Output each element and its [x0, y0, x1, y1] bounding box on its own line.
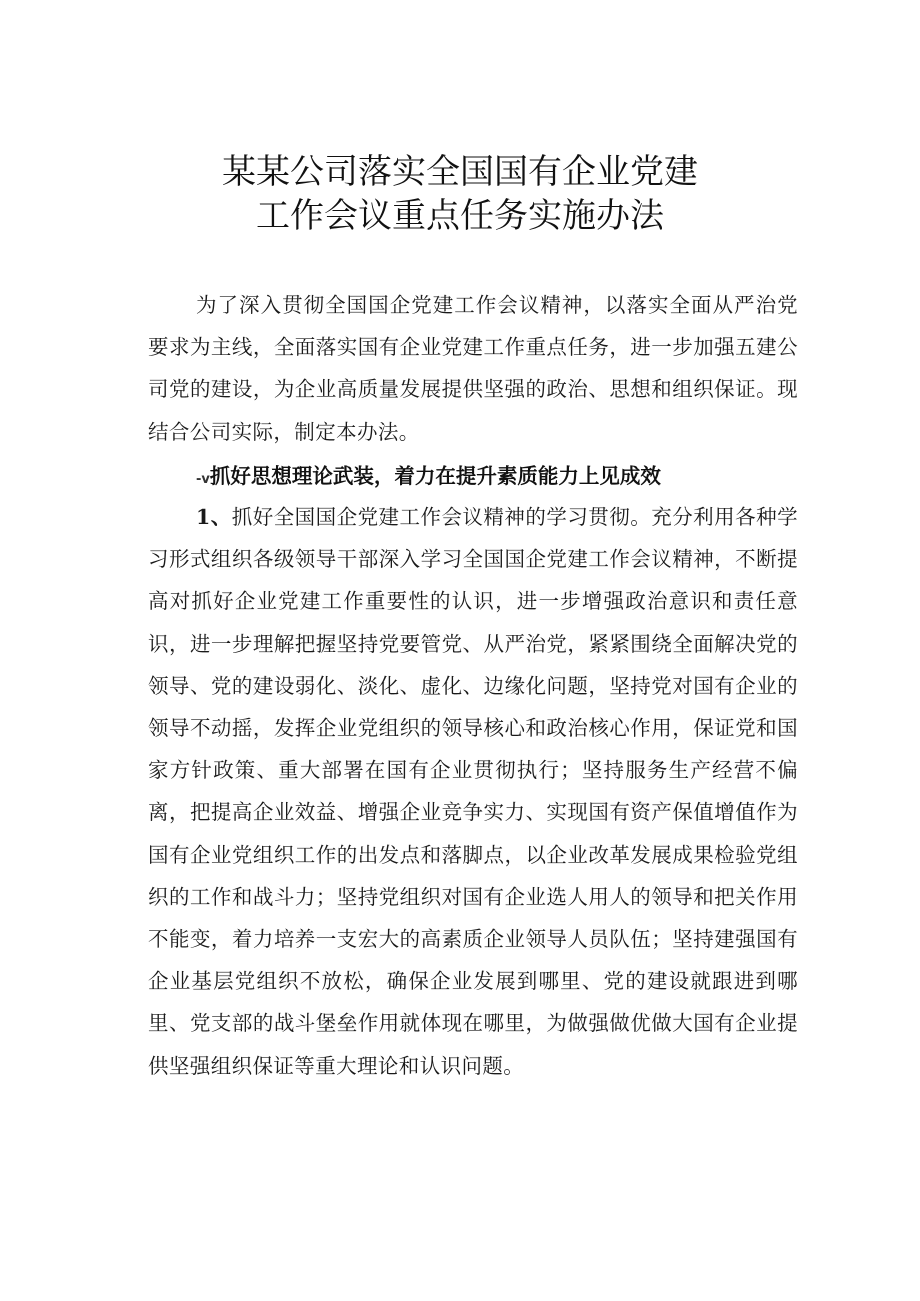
section-marker: -v — [196, 472, 210, 487]
item-text: 抓好全国国企党建工作会议精神的学习贯彻。充分利用各种学习形式组织各级领导干部深入学习全国国企党建工作会议精神，不断提高对抓好企业党建工作重要性的认识，进一步增强政治意识和责任意识，进一步理解把握坚持党要管党、从严治党，紧紧围绕全面解决党的领导、党的建设弱化、淡化、虚化、边缘化问题，坚持党对国有企业的领导不动摇，发挥企业党组织的领导核心和政治核心作用，保证党和国家方针政策、重大部署在国有企业贯彻执行；坚持服务生产经营不偏离，把提高企业效益、增强企业竞争实力、实现国有资产保值增值作为国有企业党组织工作的出发点和落脚点，以企业改革发展成果检验党组织的工作和战斗力；坚持党组织对国有企业选人用人的领导和把关作用不能变，着力培养一支宏大的高素质企业领导人员队伍；坚持建强国有企业基层党组织不放松，确保企业发展到哪里、党的建设就跟进到哪里、党支部的战斗堡垒作用就体现在哪里，为做强做优做大国有企业提供坚强组织保证等重大理论和认识问题。 — [148, 505, 798, 1078]
document-title-line2: 工作会议重点任务实施办法 — [256, 196, 664, 236]
item-number: 1、 — [196, 505, 232, 529]
intro-paragraph: 为了深入贯彻全国国企党建工作会议精神，以落实全面从严治党要求为主线，全面落实国有企业党建工作重点任务，进一步加强五建公司党的建设，为企业高质量发展提供坚强的政治、思想和组织保证。现结合公司实际，制定本办法。 — [148, 293, 798, 444]
section-heading-text: 抓好思想理论武装，着力在提升素质能力上见成效 — [209, 464, 661, 488]
section-heading — [196, 458, 806, 498]
item-paragraph — [148, 496, 798, 1087]
document-title-line1: 某某公司落实全国国有企业党建 — [222, 152, 698, 192]
